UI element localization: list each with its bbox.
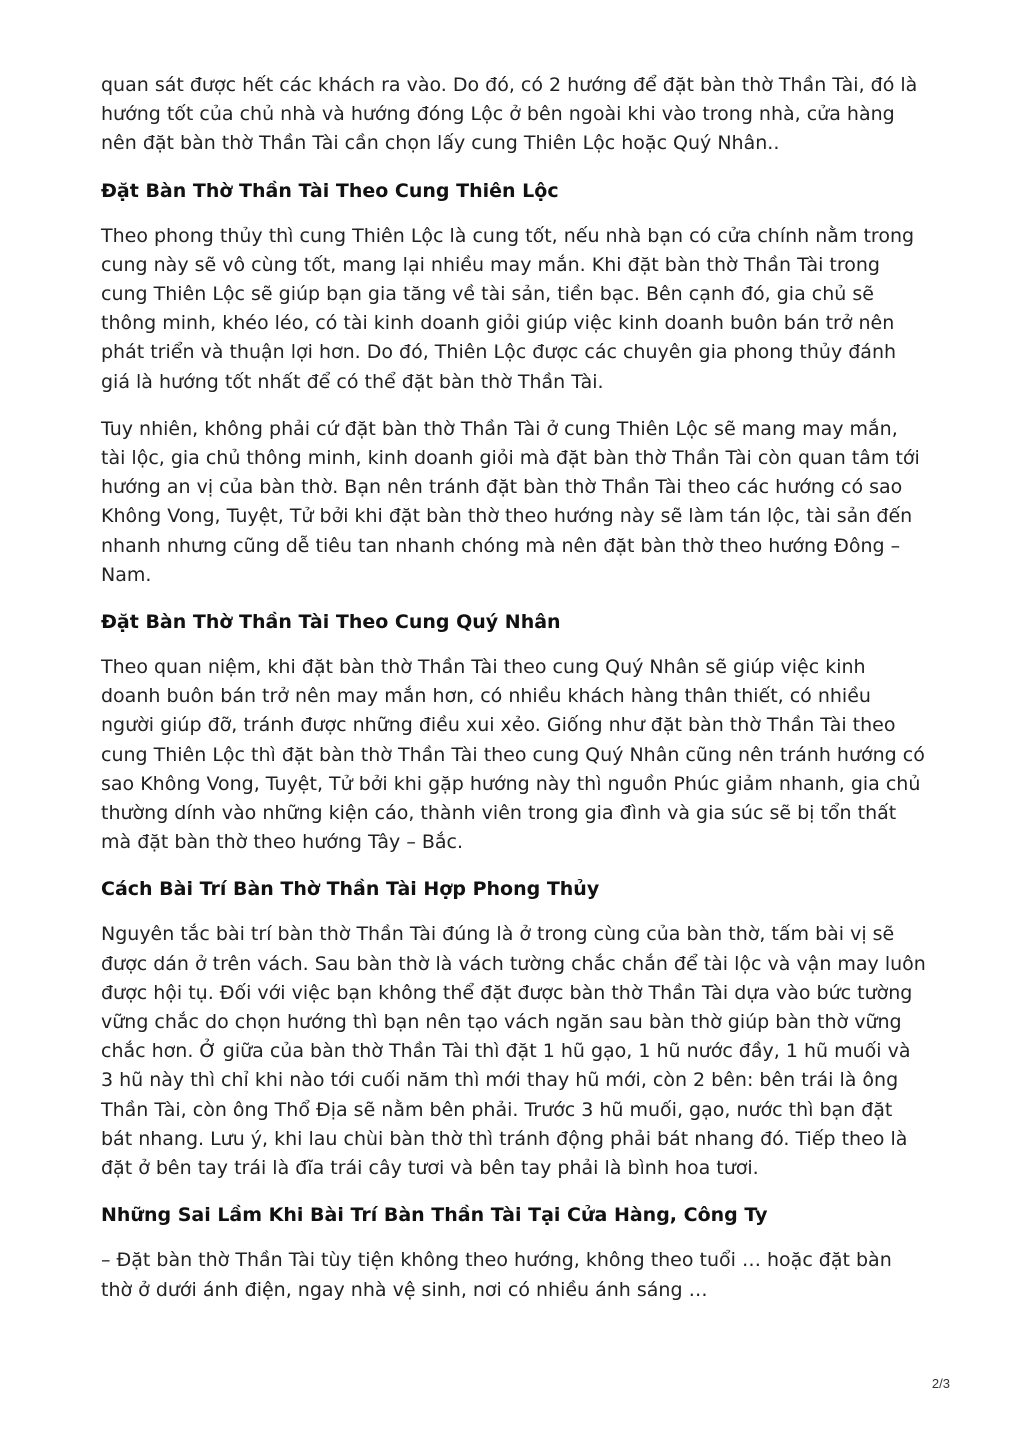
paragraph-quy-nhan: Theo quan niệm, khi đặt bàn thờ Thần Tài theo cung Quý Nhân sẽ giúp việc kinh doanh buôn bán trở nên may mắn hơn, có nhiều khách hàng thân thiết, có nhiều người giúp đỡ, tránh được những điều xui xẻo. Giống như đặt bàn thờ Thần Tài theo cung Thiên Lộc thì đặt bàn thờ Thần Tài theo cung Quý Nhân cũng nên tránh hướng có sao Không Vong, Tuyệt, Tử bởi khi gặp hướng này thì nguồn Phúc giảm nhanh, gia chủ thường dính vào những kiện cáo, thành viên trong gia đình và gia súc sẽ bị tổn thất mà đặt bàn thờ theo hướng Tây – Bắc. xyxy=(101,656,925,854)
paragraph-intro: quan sát được hết các khách ra vào. Do đó, có 2 hướng để đặt bàn thờ Thần Tài, đó là hướng tốt của chủ nhà và hướng đóng Lộc ở bên ngoài khi vào trong nhà, cửa hàng nên đặt bàn thờ Thần Tài cần chọn lấy cung Thiên Lộc hoặc Quý Nhân.. xyxy=(101,74,918,155)
heading-thien-loc: Đặt Bàn Thờ Thần Tài Theo Cung Thiên Lộc xyxy=(101,179,559,202)
page-number: 2/3 xyxy=(931,1376,950,1391)
paragraph-thien-loc-2: Tuy nhiên, không phải cứ đặt bàn thờ Thần Tài ở cung Thiên Lộc sẽ mang may mắn, tài lộc, gia chủ thông minh, kinh doanh giỏi mà đặt bàn thờ Thần Tài còn quan tâm tới hướng an vị của bàn thờ. Bạn nên tránh đặt bàn thờ Thần Tài theo các hướng có sao Không Vong, Tuyệt, Tử bởi khi đặt bàn thờ theo hướng này sẽ làm tán lộc, tài sản đến nhanh nhưng cũng dễ tiêu tan nhanh chóng mà nên đặt bàn thờ theo hướng Đông – Nam. xyxy=(101,417,920,586)
paragraph-sai-lam: – Đặt bàn thờ Thần Tài tùy tiện không theo hướng, không theo tuổi … hoặc đặt bàn thờ ở dưới ánh điện, ngay nhà vệ sinh, nơi có nhiều ánh sáng … xyxy=(101,1249,892,1301)
paragraph-thien-loc-1: Theo phong thủy thì cung Thiên Lộc là cung tốt, nếu nhà bạn có cửa chính nằm trong cung này sẽ vô cùng tốt, mang lại nhiều may mắn. Khi đặt bàn thờ Thần Tài trong cung Thiên Lộc sẽ giúp bạn gia tăng về tài sản, tiền bạc. Bên cạnh đó, gia chủ sẽ thông minh, khéo léo, có tài kinh doanh giỏi giúp việc kinh doanh buôn bán trở nên phát triển và thuận lợi hơn. Do đó, Thiên Lộc được các chuyên gia phong thủy đánh giá là hướng tốt nhất để có thể đặt bàn thờ Thần Tài. xyxy=(101,224,915,393)
heading-bai-tri: Cách Bài Trí Bàn Thờ Thần Tài Hợp Phong Thủy xyxy=(101,878,600,901)
heading-sai-lam: Những Sai Lầm Khi Bài Trí Bàn Thần Tài Tại Cửa Hàng, Công Ty xyxy=(101,1204,768,1227)
document-body xyxy=(101,71,927,1323)
heading-quy-nhan: Đặt Bàn Thờ Thần Tài Theo Cung Quý Nhân xyxy=(101,611,561,634)
paragraph-bai-tri: Nguyên tắc bài trí bàn thờ Thần Tài đúng là ở trong cùng của bàn thờ, tấm bài vị sẽ được dán ở trên vách. Sau bàn thờ là vách tường chắc chắn để tài lộc và vận may luôn được hội tụ. Đối với việc bạn không thể đặt được bàn thờ Thần Tài dựa vào bức tường vững chắc do chọn hướng thì bạn nên tạo vách ngăn sau bàn thờ giúp bàn thờ vững chắc hơn. Ở giữa của bàn thờ Thần Tài thì đặt 1 hũ gạo, 1 hũ nước đầy, 1 hũ muối và 3 hũ này thì chỉ khi nào tới cuối năm thì mới thay hũ mới, còn 2 bên: bên trái là ông Thần Tài, còn ông Thổ Địa sẽ nằm bên phải. Trước 3 hũ muối, gạo, nước thì bạn đặt bát nhang. Lưu ý, khi lau chùi bàn thờ thì tránh động phải bát nhang đó. Tiếp theo là đặt ở bên tay trái là đĩa trái cây tươi và bên tay phải là bình hoa tươi. xyxy=(101,923,926,1180)
